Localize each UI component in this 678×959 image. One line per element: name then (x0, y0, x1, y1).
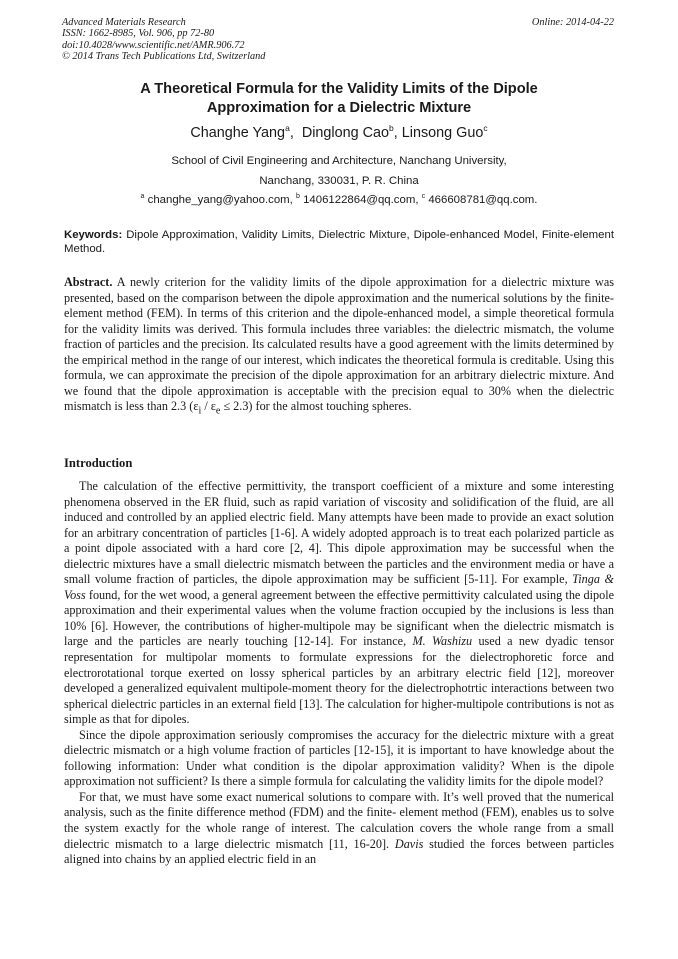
abstract-label: Abstract. (64, 275, 113, 289)
paragraph: Since the dipole approximation seriously compromises the accuracy for the dielectric mixture with a great dielectric mismatch or a high volume fraction of particles [12-15], it is important to have knowledge about the following information: Under what condition is the dipolar approximation validity? When is the dipole approximation not sufficient? Is there a simple formula for calculating the validity limits for the dipole model? (64, 727, 614, 789)
author-name: Linsong Guo (401, 125, 484, 141)
affiliation-line-1: School of Civil Engineering and Architecture, Nanchang University, (171, 155, 507, 167)
copyright-line: © 2014 Trans Tech Publications Ltd, Switzerland (62, 51, 266, 63)
cited-author: Tinga & Voss (64, 572, 614, 602)
abstract-block (64, 275, 614, 419)
paragraph-text: found, for the wet wood, a general agreement between the effective permittivity calculated using the dipole approximation and their experimental values when the volume fraction occupied by the inclusions is less than 10% [6]. However, the contributions of higher-multipole may be significant when the dielectric mismatch is large and the particles are nearly touching [12-14]. For instance, (64, 587, 614, 649)
abstract-text-end: ≤ 2.3) for the almost touching spheres. (220, 399, 412, 414)
email-list (0, 193, 678, 207)
subscript-e: e (215, 405, 221, 417)
online-date: Online: 2014-04-22 (531, 17, 614, 28)
introduction-body (64, 479, 614, 868)
keywords-block (64, 228, 614, 256)
affiliation (0, 151, 678, 191)
author-name: Dinglong Cao (301, 125, 390, 141)
keywords-label: Keywords: (64, 229, 123, 241)
email-address: 1406122864@qq.com, (303, 194, 419, 206)
abstract-text: A newly criterion for the validity limits of the dipole approximation for a dielectric mixture was presented, based on the comparison between the dipole approximation and the numerical solutions by the finite-element method (FEM). In terms of this criterion and the dipole-enhanced model, a simple theoretical formula for the validity limits was derived. This formula includes three variables: the dielectric mismatch, the volume fraction of particles and the precision. Its calculated results have a good agreement with the limits determined by the empirical method in the range of our interest, which indicates the theoretical formula is creditable. Using this formula, we can approximate the precision of the dipole approximation for an arbitrary dielectric mixture. And we found that the dipole approximation is acceptable with the precision equal to 30% when the dielectric mismatch is less than 2.3 ( (64, 275, 615, 414)
email-sup: a (140, 193, 145, 200)
author-sup: b (389, 123, 394, 133)
introduction-heading: Introduction (64, 456, 133, 470)
paragraph-text: studied the forces between particles aligned into chains by an applied electric field in an (64, 836, 614, 867)
paragraph (64, 790, 614, 868)
author-sup: a (285, 123, 290, 133)
paragraph (64, 479, 614, 728)
epsilon-symbol: ε (210, 399, 216, 414)
issn-line: ISSN: 1662-8985, Vol. 906, pp 72-80 (62, 28, 215, 40)
journal-info (62, 17, 265, 63)
email-sup: c (421, 193, 426, 200)
title-line-2: Approximation for a Dielectric Mixture (206, 100, 472, 116)
author-list: Changhe Yang$^a$, Dinglong Cao$^b$, Linsong Guo$^c$ (190, 123, 488, 141)
author-name: Changhe Yang (190, 125, 286, 141)
ratio-slash: / (201, 399, 211, 414)
doi-line: doi:10.4028/www.scientific.net/AMR.906.72 (62, 39, 245, 51)
epsilon-symbol: ε (193, 399, 199, 414)
cited-author: Davis (394, 836, 424, 851)
paragraph-text: For that, we must have some exact numerical solutions to compare with. It’s well proved that the numerical analysis, such as the finite difference method (FDM) and the finite- element method (FEM), enables us to solve the system exactly for the whole range of interest. The calculation covers the whole range from a small dielectric mismatch to a large dielectric mismatch [11, 16-20]. (64, 789, 614, 851)
title-line-1: A Theoretical Formula for the Validity Limits of the Dipole (140, 81, 538, 97)
keywords-text: Dipole Approximation, Validity Limits, Dielectric Mixture, Dipole-enhanced Model, Finite-element Method. (64, 229, 614, 255)
journal-name: Advanced Materials Research (62, 17, 186, 28)
cited-author: M. Washizu (412, 634, 473, 649)
paragraph-text: The calculation of the effective permittivity, the transport coefficient of a mixture and some interesting phenomena observed in the ER fluid, such as rapid variation of viscosity and solidification of the fluid, are all induced and controlled by an applied electric field. Many attempts have been made to provide an exact solution for an arbitrary concentration of particles [1-6]. A widely adopted approach is to treat each polarized particle as a point dipole associated with a hard core [2, 4]. This dipole approximation may be successful when the dielectric mixtures have a small dielectric mismatch between the particles and the environment media or have a small volume fraction of particles, the dipole approximation may be sufficient [5-11]. For example, (64, 479, 614, 587)
subscript-i: i (198, 405, 202, 417)
email-address: changhe_yang@yahoo.com, (147, 194, 293, 206)
email-address: 466608781@qq.com. (428, 194, 538, 206)
affiliation-line-2: Nanchang, 330031, P. R. China (259, 175, 419, 187)
paper-title (0, 80, 678, 118)
email-sup: b (295, 193, 300, 200)
paragraph-text: used a new dyadic tensor representation for multipolar moments to formulate expressions for the dielectrophoretic force and electrorotational torque exerted on lossy spherical particles by an arbitrary electric field [12], moreover developed a generalized equivalent multipole-moment theory for the dielectrophotrtic interactions between two spherical dielectric particles in an external field [13]. The calculation for higher-multipole contributions is not as simple as that for dipoles. (64, 634, 615, 727)
author-sup: c (483, 123, 488, 133)
